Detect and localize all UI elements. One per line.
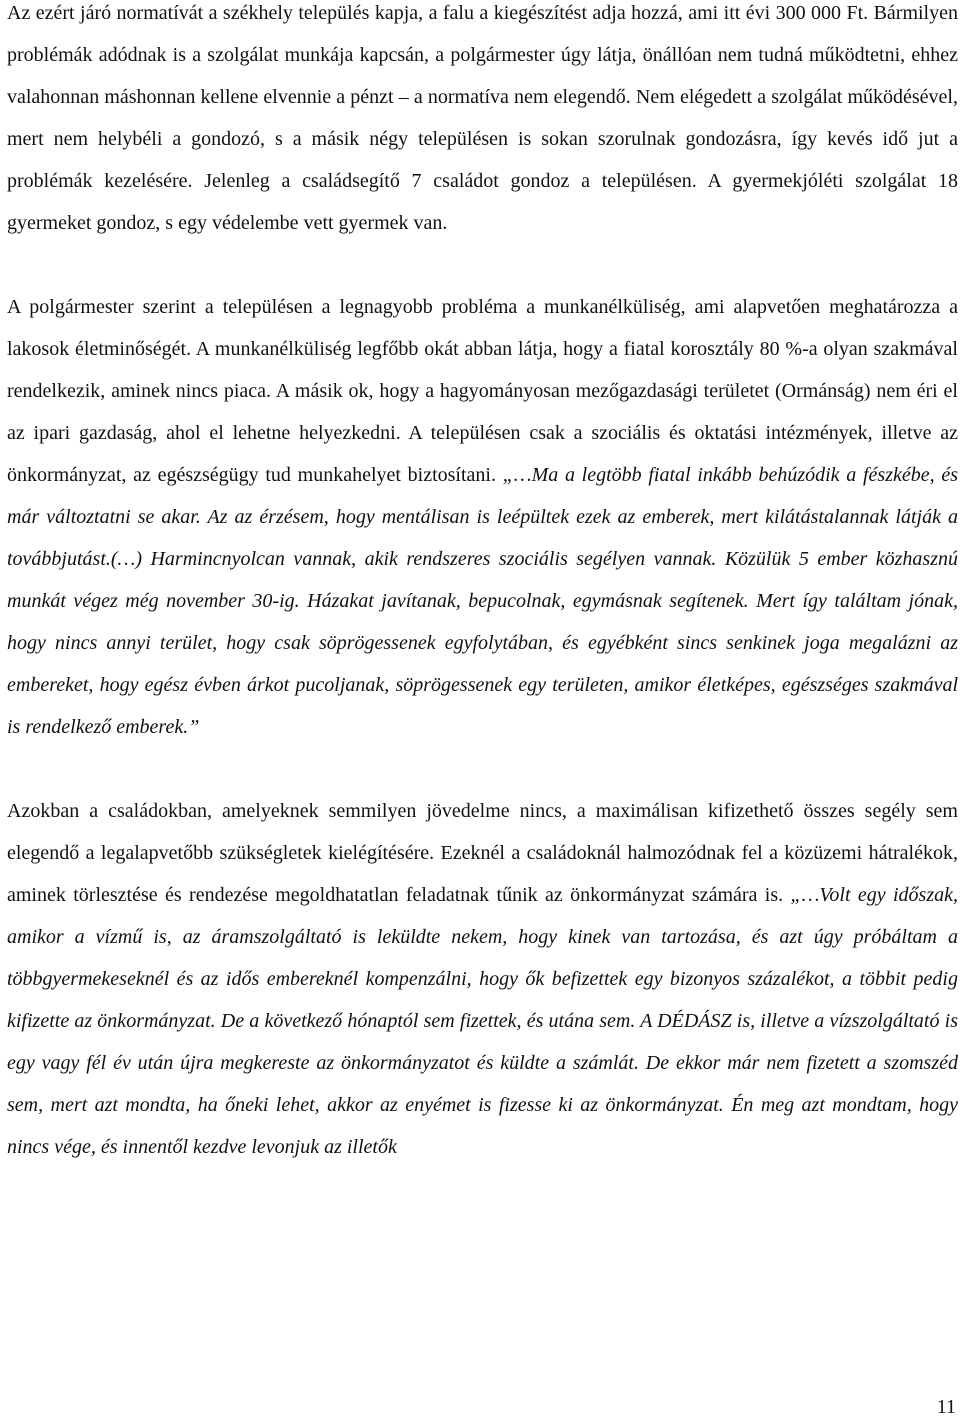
document-page bbox=[7, 0, 958, 1168]
paragraph-2 bbox=[7, 286, 958, 748]
paragraph-1-text: Az ezért járó normatívát a székhely település kapja, a falu a kiegészítést adja hozzá, ami itt évi 300 000 Ft. Bármilyen problémák adódnak is a szolgálat munkája kapcsán, a polgármester úgy látja, önállóan nem tudná működtetni, ehhez valahonnan máshonnan kellene elvennie a pénzt – a normatíva nem elegendő. Nem elégedett a szolgálat működésével, mert nem helybéli a gondozó, s a másik négy településen is sokan szorulnak gondozásra, így kevés idő jut a problémák kezelésére. Jelenleg a családsegítő 7 családot gondoz a településen. A gyermekjóléti szolgálat 18 gyermeket gondoz, s egy védelembe vett gyermek van. bbox=[7, 2, 958, 234]
page-number: 11 bbox=[936, 1396, 956, 1418]
paragraph-3-text: Azokban a családokban, amelyeknek semmilyen jövedelme nincs, a maximálisan kifizethető összes segély sem elegendő a legalapvetőbb szükségletek kielégítésére. Ezeknél a családoknál halmozódnak fel a közüzemi hátralékok, aminek törlesztése és rendezése megoldhatatlan feladatnak tűnik az önkormányzat számára is. bbox=[7, 800, 958, 906]
paragraph-3-quote: „…Volt egy időszak, amikor a vízmű is, az áramszolgáltató is leküldte nekem, hogy kinek van tartozása, és azt úgy próbáltam a többgyermekeseknél és az idős embereknél kompenzálni, hogy ők befizettek egy bizonyos százalékot, a többit pedig kifizette az önkormányzat. De a következő hónaptól sem fizettek, és utána sem. A DÉDÁSZ is, illetve a vízszolgáltató is egy vagy fél év után újra megkereste az önkormányzatot és küldte a számlát. De ekkor már nem fizetett a szomszéd sem, mert azt mondta, ha őneki lehet, akkor az enyémet is fizesse ki az önkormányzat. Én meg azt mondtam, hogy nincs vége, és innentől kezdve levonjuk az illetők bbox=[7, 884, 958, 1158]
paragraph-3 bbox=[7, 790, 958, 1168]
paragraph-2-quote: „…Ma a legtöbb fiatal inkább behúzódik a fészkébe, és már változtatni se akar. Az az érzésem, hogy mentálisan is leépültek ezek az emberek, mert kilátástalannak látják a továbbjutást.(…) Harmincnyolcan vannak, akik rendszeres szociális segélyen vannak. Közülük 5 ember közhasznú munkát végez még november 30-ig. Házakat javítanak, bepucolnak, egymásnak segítenek. Mert így találtam jónak, hogy nincs annyi terület, hogy csak söprögessenek egyfolytában, és egyébként sincs senkinek joga megalázni az embereket, hogy egész évben árkot pucoljanak, söprögessenek egy területen, amikor életképes, egészséges szakmával is rendelkező emberek.” bbox=[7, 464, 958, 738]
paragraph-2-text: A polgármester szerint a településen a legnagyobb probléma a munkanélküliség, ami alapvetően meghatározza a lakosok életminőségét. A munkanélküliség legfőbb okát abban látja, hogy a fiatal korosztály 80 %-a olyan szakmával rendelkezik, aminek nincs piaca. A másik ok, hogy a hagyományosan mezőgazdasági területet (Ormánság) nem éri el az ipari gazdaság, ahol el lehetne helyezkedni. A településen csak a szociális és oktatási intézmények, illetve az önkormányzat, az egészségügy tud munkahelyet biztosítani. bbox=[7, 296, 958, 486]
paragraph-1 bbox=[7, 0, 958, 244]
